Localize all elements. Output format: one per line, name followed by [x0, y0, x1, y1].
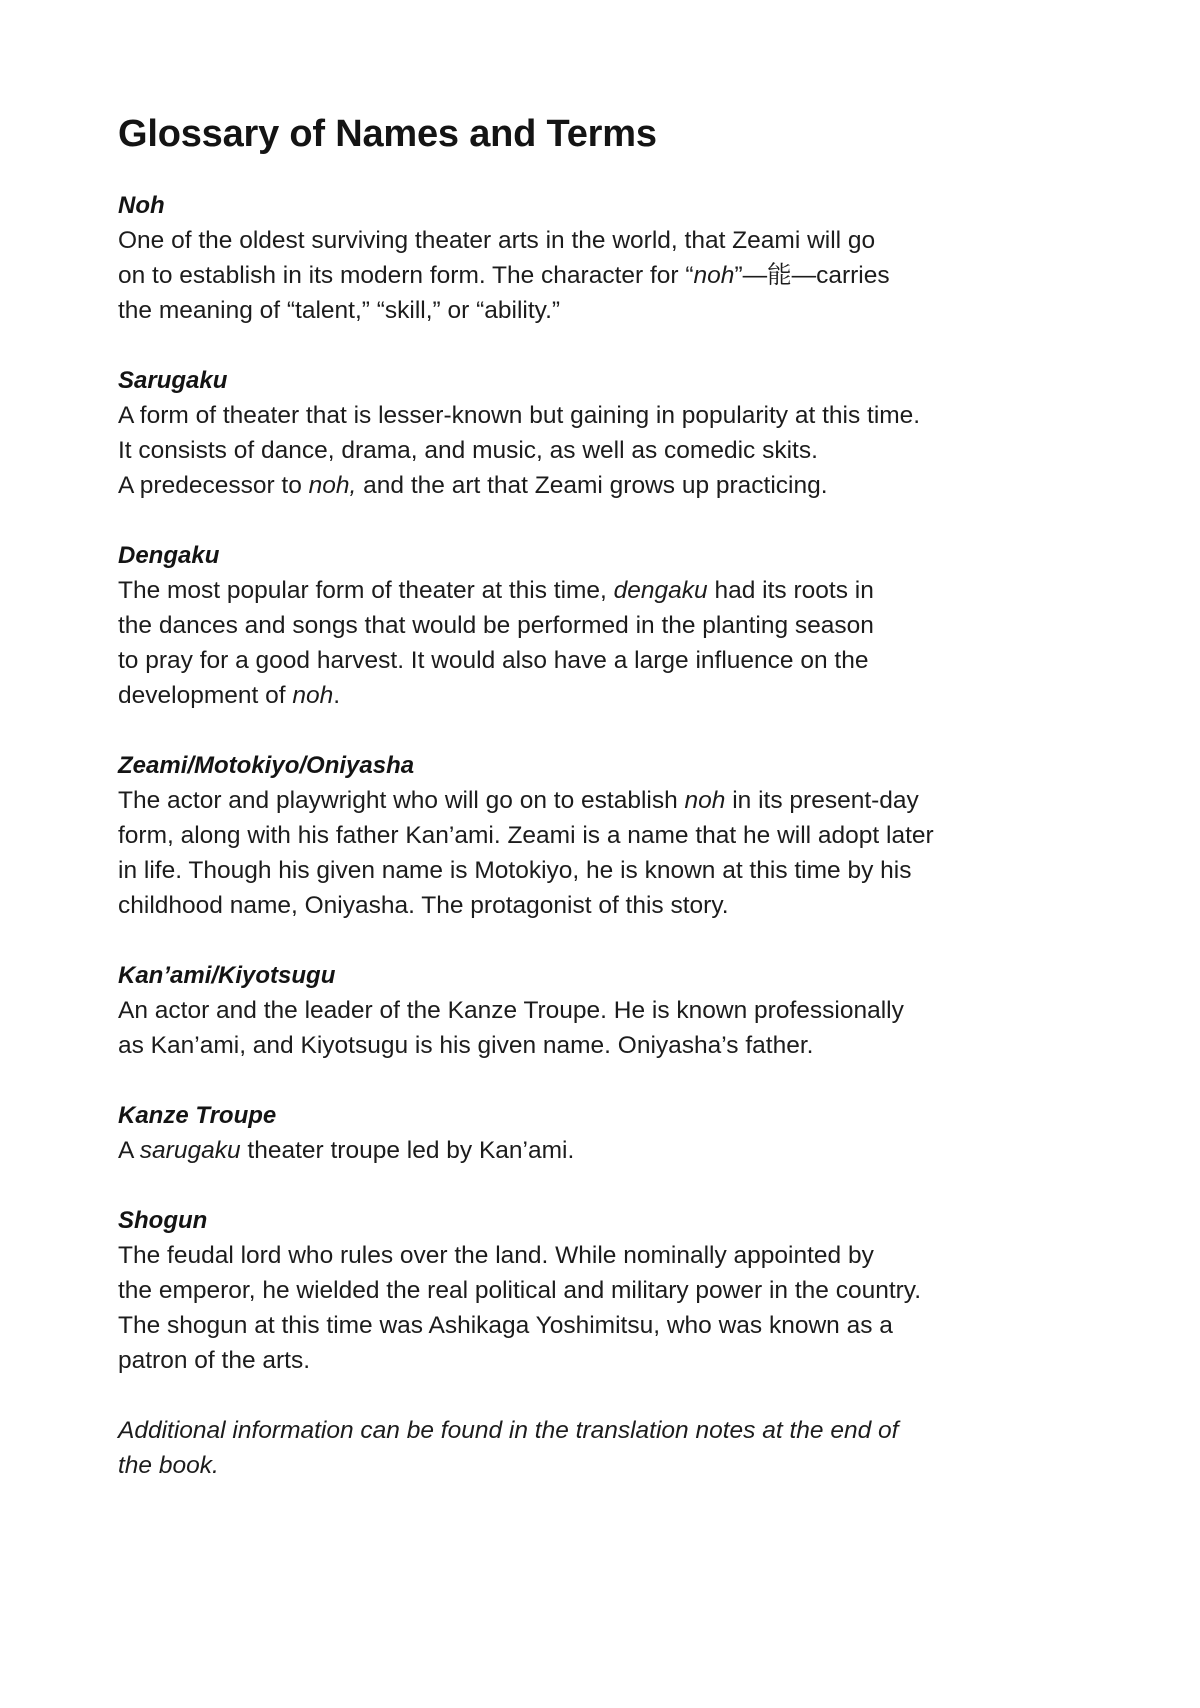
text-segment: The actor and playwright who will go on to establish [118, 787, 685, 814]
definition-line [118, 1273, 1098, 1308]
text-segment: A form of theater that is lesser-known but gaining in popularity at this time. [118, 402, 921, 429]
text-segment: the meaning of “talent,” “skill,” or “ability.” [118, 297, 561, 324]
glossary-entry [118, 538, 1098, 713]
glossary-definition [118, 1238, 1098, 1378]
glossary-entry [118, 363, 1098, 503]
page-title: Glossary of Names and Terms [118, 113, 657, 155]
glossary-definition [118, 1133, 1098, 1168]
text-segment: in its present-day [725, 787, 919, 814]
definition-line [118, 818, 1098, 853]
definition-line [118, 573, 1098, 608]
italic-term: noh [693, 262, 735, 289]
glossary-term: Kanze Troupe [118, 1102, 277, 1129]
text-segment: form, along with his father Kan’ami. Zeami is a name that he will adopt later [118, 822, 934, 849]
text-segment: The feudal lord who rules over the land. While nominally appointed by [118, 1242, 874, 1269]
definition-line [118, 1308, 1098, 1343]
text-segment: as Kan’ami, and Kiyotsugu is his given name. Oniyasha’s father. [118, 1032, 814, 1059]
italic-term: noh, [308, 472, 357, 499]
definition-line [118, 468, 1098, 503]
text-segment: ”—能—carries [734, 262, 890, 289]
closing-note [118, 1413, 1098, 1483]
text-segment: had its roots in [707, 577, 874, 604]
text-segment: on to establish in its modern form. The character for “ [118, 262, 694, 289]
glossary-entry [118, 748, 1098, 923]
text-segment: The most popular form of theater at this time, [118, 577, 614, 604]
definition-line [118, 398, 1098, 433]
definition-line [118, 993, 1098, 1028]
italic-term: noh [684, 787, 726, 814]
italic-term: dengaku [613, 577, 708, 604]
definition-line [118, 888, 1098, 923]
definition-line [118, 293, 1098, 328]
text-segment: development of [118, 682, 293, 709]
note-line: Additional information can be found in the translation notes at the end of [118, 1417, 899, 1444]
glossary-term: Dengaku [118, 542, 220, 569]
text-segment: the dances and songs that would be performed in the planting season [118, 612, 874, 639]
glossary-term: Shogun [118, 1207, 208, 1234]
text-segment: patron of the arts. [118, 1347, 311, 1374]
glossary-page [118, 108, 1098, 1483]
text-segment: to pray for a good harvest. It would also have a large influence on the [118, 647, 869, 674]
glossary-term: Noh [118, 192, 165, 219]
definition-line [118, 678, 1098, 713]
definition-line [118, 1028, 1098, 1063]
definition-line [118, 1343, 1098, 1378]
glossary-term: Sarugaku [118, 367, 228, 394]
text-segment: A predecessor to [118, 472, 309, 499]
definition-line [118, 258, 1098, 293]
definition-line [118, 853, 1098, 888]
definition-line [118, 783, 1098, 818]
text-segment: One of the oldest surviving theater arts in the world, that Zeami will go [118, 227, 876, 254]
glossary-term: Kan’ami/Kiyotsugu [118, 962, 336, 989]
text-segment: It consists of dance, drama, and music, as well as comedic skits. [118, 437, 818, 464]
definition-line [118, 223, 1098, 258]
glossary-entry [118, 1203, 1098, 1378]
definition-line [118, 433, 1098, 468]
glossary-definition [118, 783, 1098, 923]
definition-line [118, 608, 1098, 643]
text-segment: childhood name, Oniyasha. The protagonist of this story. [118, 892, 729, 919]
italic-term: noh [292, 682, 334, 709]
definition-line [118, 1238, 1098, 1273]
glossary-entry [118, 1098, 1098, 1168]
text-segment: . [333, 682, 341, 709]
definition-line [118, 643, 1098, 678]
definition-line [118, 1133, 1098, 1168]
italic-term: sarugaku [139, 1137, 241, 1164]
glossary-term: Zeami/Motokiyo/Oniyasha [118, 752, 415, 779]
glossary-entry [118, 958, 1098, 1063]
note-line: the book. [118, 1452, 219, 1479]
text-segment: A [118, 1137, 140, 1164]
text-segment: An actor and the leader of the Kanze Troupe. He is known professionally [118, 997, 904, 1024]
glossary-entries [118, 188, 1098, 1378]
glossary-definition [118, 398, 1098, 503]
glossary-entry [118, 188, 1098, 328]
text-segment: the emperor, he wielded the real political and military power in the country. [118, 1277, 922, 1304]
text-segment: theater troupe led by Kan’ami. [240, 1137, 575, 1164]
glossary-definition [118, 993, 1098, 1063]
text-segment: The shogun at this time was Ashikaga Yoshimitsu, who was known as a [118, 1312, 893, 1339]
text-segment: and the art that Zeami grows up practicing. [356, 472, 828, 499]
glossary-definition [118, 573, 1098, 713]
glossary-definition [118, 223, 1098, 328]
text-segment: in life. Though his given name is Motokiyo, he is known at this time by his [118, 857, 912, 884]
